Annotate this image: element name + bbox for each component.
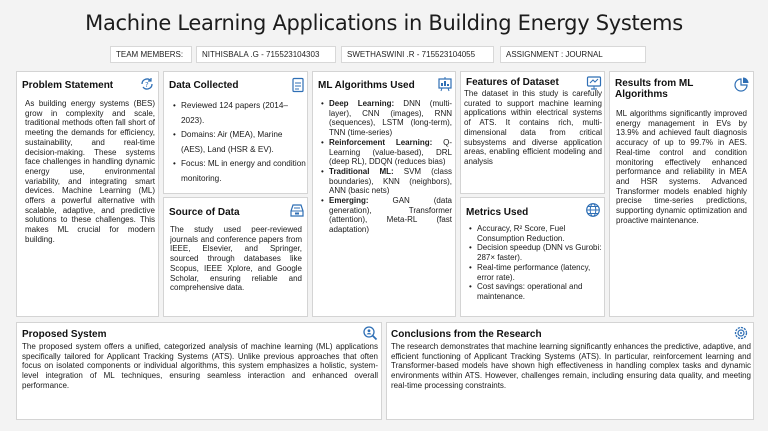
list-item: • Decision speedup (DNN vs Gurobi: 287× faster). xyxy=(468,243,602,262)
target-gear-icon xyxy=(733,325,749,341)
list-item: • Emerging: GAN (data generation), Transformer (attention), Meta-RL (fast adaptation) xyxy=(320,196,452,235)
source-of-data-text: The study used peer-reviewed journals and conference papers from IEEE, Elsevier, and Springer, sourced through databases like Scopus, IEEE Xplore, and Google Scholar, ensuring reliable and comprehensive data. xyxy=(170,225,302,293)
board-chart-icon xyxy=(437,76,453,92)
source-of-data-card xyxy=(163,197,308,317)
results-text: ML algorithms significantly improved energy management in EVs by 13.9% and achieved fault diagnosis accuracy of up to 99.7% in AES. Real-time control and condition monitoring effectively enhanced performance and reliability in MEA and HSR systems. Advanced Transformer models enabled highly precise time-series predictions, supporting dynamic optimization and proactive maintenance. xyxy=(616,109,747,225)
metrics-used-title: Metrics Used xyxy=(466,207,529,218)
list-item: • Reviewed 124 papers (2014–2023). xyxy=(172,99,306,128)
results-title: Results from ML Algorithms xyxy=(615,78,694,100)
list-item: • Focus: ML in energy and condition monitoring. xyxy=(172,157,306,186)
team-label: TEAM MEMBERS: xyxy=(110,46,192,63)
data-collected-card xyxy=(163,71,308,194)
svg-text:?: ? xyxy=(145,81,149,89)
database-tray-icon xyxy=(289,202,305,218)
list-item: • Deep Learning: DNN (multi-layer), CNN (images), RNN (sequences), LSTM (long-term), TNN (time-series) xyxy=(320,99,452,138)
ml-algorithms-card xyxy=(312,71,456,317)
source-of-data-title: Source of Data xyxy=(169,207,240,218)
proposed-system-card xyxy=(16,322,382,420)
proposed-system-text: The proposed system offers a unified, categorized analysis of machine learning (ML) applications specifically tailored for Applicant Tracking Systems (ATS). Unlike previous approaches that often focus on isolated components or individual algorithms, this system emphasizes a holistic, system-level integration of ML techniques, ensuring seamless interaction and enhanced overall performance. xyxy=(22,342,378,390)
team-member-1: NITHISBALA .G - 715523104303 xyxy=(196,46,336,63)
document-icon xyxy=(290,77,306,93)
page-title: Machine Learning Applications in Building Energy Systems xyxy=(85,11,683,35)
results-card xyxy=(609,71,754,317)
conclusions-card xyxy=(386,322,754,420)
refresh-question-icon xyxy=(139,76,155,92)
proposed-system-title: Proposed System xyxy=(22,329,107,340)
features-of-dataset-text: The dataset in this study is carefully curated to support machine learning applications within electrical systems of ATS. It contains rich, multi-dimensional data from critical subsystems and diverse application areas, enabling efficient modeling and analysis xyxy=(464,89,602,166)
list-item: • Real-time performance (latency, error rate). xyxy=(468,263,602,282)
problem-statement-card xyxy=(16,71,159,317)
search-person-icon xyxy=(362,325,378,341)
list-item: • Domains: Air (MEA), Marine (AES), Land (HSR & EV). xyxy=(172,128,306,157)
conclusions-text: The research demonstrates that machine learning significantly enhances the predictive, adaptive, and efficient functioning of Applicant Tracking Systems (ATS). In particular, reinforcement learning and Transformer-based models have shown high effectiveness in handling complex tasks and dynamic environments within ATS. However, challenges remain, including ensuring data quality, and meeting real-time processing constraints. xyxy=(391,342,751,390)
ml-algorithms-list xyxy=(320,99,452,313)
conclusions-title: Conclusions from the Research xyxy=(391,329,542,340)
problem-statement-text: As building energy systems (BES) grow in complexity and scale, traditional methods often fall short of meeting the demands for efficiency, sustainability, and real-time decision-making. These systems face challenges in handling dynamic energy use, environmental variability, and integrating smart devices. Machine Learning (ML) offers a powerful alternative with scalable, adaptive, and predictive solutions to these challenges. This makes ML crucial for modern building. xyxy=(25,99,155,244)
features-of-dataset-card xyxy=(460,71,605,194)
list-item: • Reinforcement Learning: Q-Learning (value-based), DRL (deep RL), DDQN (reduces bias) xyxy=(320,138,452,167)
list-item: • Accuracy, R² Score, Fuel Consumption Reduction. xyxy=(468,224,602,243)
list-item: • Traditional ML: SVM (class boundaries), KNN (neighbors), ANN (basic nets) xyxy=(320,167,452,196)
problem-statement-title: Problem Statement xyxy=(22,80,114,91)
data-collected-title: Data Collected xyxy=(169,80,239,91)
list-item: • Cost savings: operational and maintenance. xyxy=(468,282,602,301)
metrics-used-list xyxy=(468,224,602,316)
ml-algorithms-title: ML Algorithms Used xyxy=(318,80,415,91)
globe-icon xyxy=(585,202,601,218)
assignment-label: ASSIGNMENT : JOURNAL xyxy=(500,46,646,63)
metrics-used-card xyxy=(460,197,605,317)
pie-chart-icon xyxy=(734,76,750,92)
team-member-2: SWETHASWINI .R - 715523104055 xyxy=(341,46,494,63)
features-of-dataset-title: Features of Dataset xyxy=(466,77,559,88)
data-collected-list xyxy=(172,99,306,186)
